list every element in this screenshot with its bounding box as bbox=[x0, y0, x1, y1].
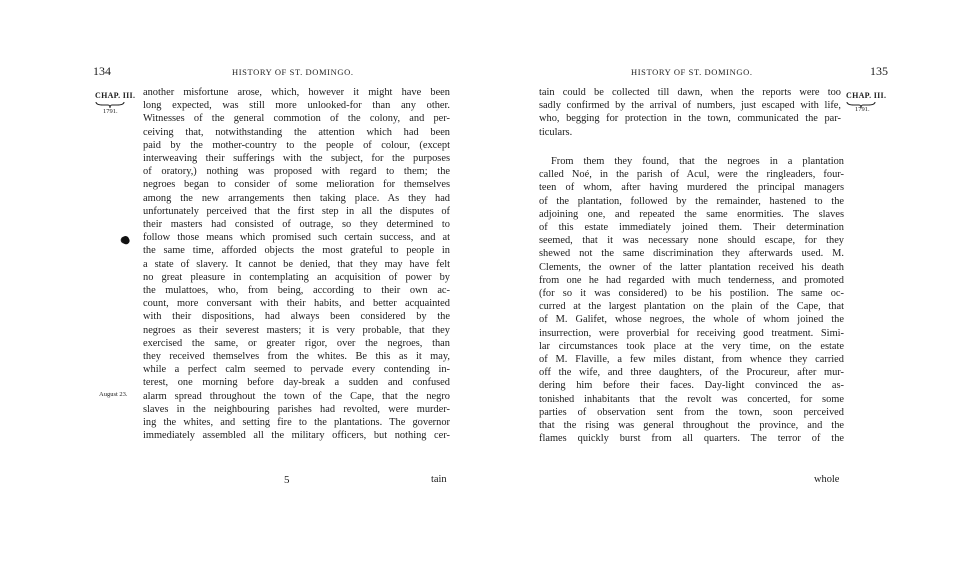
text-line: count, more conversant with their habits, and better acquainted bbox=[143, 298, 450, 310]
text-line: with their dispositions, had always been considered by the bbox=[143, 311, 450, 323]
text-line: teen of whom, after having murdered the principal managers bbox=[539, 182, 844, 194]
text-line: they received themselves from the whites. Be this as it may, bbox=[143, 351, 450, 362]
right-running-head: HISTORY OF ST. DOMINGO. bbox=[631, 67, 753, 77]
text-line: of this estate immediately joined them. Their determination bbox=[539, 222, 844, 233]
text-line: slaves in the neighbouring parishes had revolted, were murder- bbox=[143, 403, 450, 415]
text-line: unfortunately perceived that the first step in all the disputes of bbox=[143, 205, 450, 217]
left-margin-year: 1791. bbox=[103, 108, 118, 115]
text-line: of oratory,) nothing was proposed with regard to them; the bbox=[143, 166, 450, 178]
text-line: off the wife, and three daughters, of the Procureur, after mur- bbox=[539, 367, 844, 379]
left-catchword: tain bbox=[431, 474, 447, 485]
text-line: seemed, that it was necessary none should escape, for they bbox=[539, 235, 844, 247]
text-line: from one he had regarded with much tenderness, and promoted bbox=[539, 274, 844, 286]
text-line: ing the whites, and setting fire to the plantations. The governor bbox=[143, 417, 450, 428]
text-line: exercised the same, or greater rigor, over the negroes, than bbox=[143, 337, 450, 349]
text-line: follow those means which promised such certain success, and at bbox=[143, 232, 450, 244]
text-line: interweaving their sufferings with the subject, for the purposes bbox=[143, 153, 450, 164]
text-line: lar circumstances took place at the very time, on the estate bbox=[539, 340, 844, 352]
text-line: dering him before their faces. Day-light convinced the as- bbox=[539, 380, 844, 392]
ink-blot bbox=[121, 235, 130, 244]
text-line: adjoining one, and repeated the same enormities. The slaves bbox=[539, 208, 844, 220]
text-line: terest, one morning before day-break a sudden and confused bbox=[143, 377, 450, 389]
text-line: Clements, the owner of the latter plantation received his death bbox=[539, 261, 844, 273]
text-line: shewed not the same discrimination they afterwards used. M. bbox=[539, 248, 844, 260]
text-line: called Noé, in the parish of Acul, were the ringleaders, four- bbox=[539, 169, 844, 181]
left-running-head: HISTORY OF ST. DOMINGO. bbox=[232, 67, 354, 77]
text-line: ticulars. bbox=[539, 126, 573, 138]
text-line: their masters had consisted of outrage, so they determined to bbox=[143, 219, 450, 230]
text-line: paid by the mother-country to the people of colour, (except bbox=[143, 139, 450, 151]
left-margin-chapter: CHAP. III. bbox=[95, 91, 136, 100]
text-line: immediately assembled all the military officers, but nothing cer- bbox=[143, 430, 450, 442]
text-line: sadly confirmed by the arrival of numbers, just escaped with life, bbox=[539, 100, 841, 112]
text-line: curred at the largest plantation on the plain of the Cape, that bbox=[539, 301, 844, 313]
text-line: while a perfect calm seemed to pervade every contending in- bbox=[143, 364, 450, 376]
text-line: insurrection, were proverbial for receiving good treatment. Simi- bbox=[539, 327, 844, 339]
text-line: of M. Flaville, a few miles distant, from whence they carried bbox=[539, 354, 844, 365]
text-line: tonished inhabitants that the revolt was concerted, for some bbox=[539, 393, 844, 405]
text-line: tain could be collected till dawn, when the reports were too bbox=[539, 87, 841, 98]
left-page-number: 134 bbox=[93, 64, 111, 78]
right-catchword: whole bbox=[814, 474, 840, 485]
text-line: Witnesses of the general commotion of the colony, and per- bbox=[143, 113, 450, 125]
text-line: flames quickly burst from all quarters. The terror of the bbox=[539, 433, 844, 445]
right-page-number: 135 bbox=[870, 64, 888, 78]
text-line: that the rising was general throughout the province, and the bbox=[539, 420, 844, 431]
left-signature-mark: 5 bbox=[284, 474, 290, 486]
text-line: the mulattoes, who, from being, according to their own ac- bbox=[143, 285, 450, 296]
text-line: alarm spread throughout the town of the Cape, that the negro bbox=[143, 390, 450, 402]
text-line: who, begging for protection in the town, communicated the par- bbox=[539, 113, 841, 125]
text-line: ceiving that, notwithstanding the attention which had been bbox=[143, 126, 450, 138]
text-line: among the new arrangements then taking place. As they had bbox=[143, 192, 450, 204]
text-line: the same time, afforded objects the most grateful to people in bbox=[143, 245, 450, 257]
right-margin-year: 1791. bbox=[855, 106, 870, 113]
text-line: negroes as their severest masters; it is very probable, that they bbox=[143, 324, 450, 336]
text-line: negroes began to consider of some melioration for themselves bbox=[143, 179, 450, 191]
right-margin-chapter: CHAP. III. bbox=[846, 91, 887, 100]
text-line: of the plantation, followed by the remainder, hastened to the bbox=[539, 195, 844, 207]
text-line: (for so it was considered) to be his postilion. The same oc- bbox=[539, 288, 844, 299]
text-line: long expected, was still more unlooked-for than any other. bbox=[143, 100, 450, 112]
text-line: parties of observation sent from the town, soon perceived bbox=[539, 406, 844, 418]
left-margin-date: August 23. bbox=[99, 391, 128, 398]
text-line: no great pleasure in contemplating an acquisition of power by bbox=[143, 271, 450, 283]
text-line: From them they found, that the negroes in a plantation bbox=[551, 156, 844, 167]
text-line: another misfortune arose, which, however it might have been bbox=[143, 87, 450, 98]
text-line: of M. Galifet, whose negroes, the whole of whom joined the bbox=[539, 314, 844, 326]
text-line: a state of slavery. It cannot be denied, that they may have felt bbox=[143, 258, 450, 270]
